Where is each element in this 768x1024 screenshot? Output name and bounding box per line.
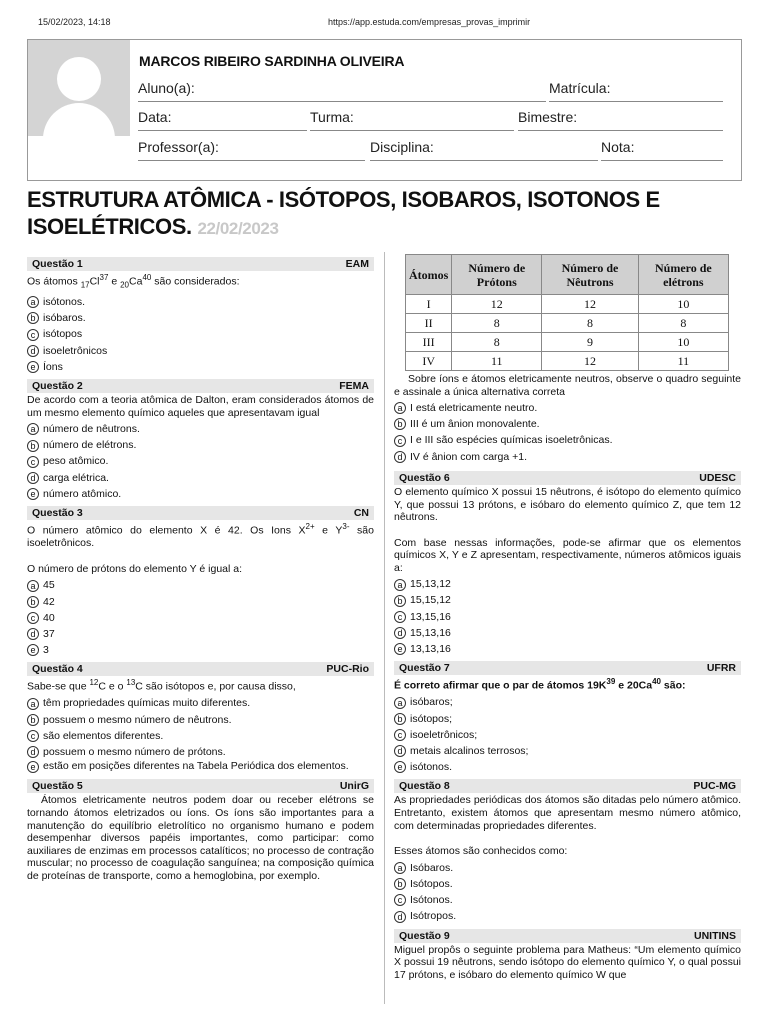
student-info-box [27,39,742,181]
option-d[interactable]: d 15,13,16 [394,625,741,641]
option-e[interactable]: e isótonos. [394,759,741,775]
option-a[interactable]: a 45 [27,578,374,594]
option-e[interactable]: e Íons [27,359,374,375]
question-prompt: Sobre íons e átomos eletricamente neutros, observe o quadro seguinte e assinale a única alternativa correta [394,373,741,398]
question-source: UNITINS [694,929,736,942]
table-row: II 8 8 8 [406,314,729,333]
aluno-field[interactable]: Aluno(a): [138,78,546,102]
question-source: CN [353,507,369,520]
option-b[interactable]: b 42 [27,594,374,610]
question-label: Questão 1 [32,258,83,270]
nota-field[interactable]: Nota: [601,137,723,161]
question-source: FEMA [339,380,369,393]
question-header [27,662,374,676]
option-b[interactable]: b número de elétrons. [27,438,374,454]
options [394,400,741,465]
options [27,294,374,375]
option-c[interactable]: c I e III são espécies químicas isoeletrônicas. [394,433,741,449]
left-column [27,257,374,886]
question-source: UDESC [699,471,736,484]
question-prompt: Esses átomos são conhecidos como: [394,845,568,858]
option-d[interactable]: d carga elétrica. [27,470,374,486]
question-text: Miguel propôs o seguinte problema para Matheus: “Um elemento químico X possui 19 nêutrons, sendo isótopo do elemento químico Y, o qual possui 17 prótons, e isóbaro do elemento químico W que [394,943,741,981]
data-field[interactable]: Data: [138,107,307,131]
option-c[interactable]: c isoeletrônicos; [394,727,741,743]
question-text: Átomos eletricamente neutros podem doar ou receber elétrons se tornando átomos eletrizados ou íons. Os íons são importantes para a manutenção do equilíbrio eletrolítico no organismo humano e podem desempenhar diversos papéis importantes, como participar: como auxiliares de enzimas em processos catalíticos; no processo de contração muscular; no processo de coagulação sanguínea; na composição química de proteínas de transporte, como a hemoglobina, por exemplo. [27,794,374,882]
column-divider [384,252,385,1004]
question-label: Questão 2 [32,380,83,393]
option-b[interactable]: b Isótopos. [394,876,741,892]
question-label: Questão 4 [32,663,83,676]
student-name: MARCOS RIBEIRO SARDINHA OLIVEIRA [139,53,405,69]
option-d[interactable]: d metais alcalinos terrosos; [394,743,741,759]
option-b[interactable]: b 15,15,12 [394,593,741,609]
question-header [27,779,374,793]
question-header [394,779,741,793]
exam-date: 22/02/2023 [197,219,279,238]
options [394,860,741,925]
options [394,577,741,658]
question-text: O elemento químico X possui 15 nêutrons, é isótopo do elemento químico Y, que possui 13 prótons, e isóbaro do elemento químico Z, que tem 12 nêutrons. [394,485,741,524]
question-label: Questão 9 [399,929,450,942]
option-c[interactable]: c peso atômico. [27,454,374,470]
question-header [394,471,741,485]
question-header [27,379,374,393]
question-1 [27,257,374,375]
question-source: EAM [345,258,369,270]
question-label: Questão 8 [399,780,450,793]
right-column [394,257,741,985]
question-label: Questão 3 [32,507,83,520]
option-a[interactable]: a isótonos. [27,294,374,310]
option-c[interactable]: c Isótonos. [394,892,741,908]
bimestre-field[interactable]: Bimestre: [518,107,723,131]
print-url: https://app.estuda.com/empresas_provas_imprimir [328,17,531,27]
option-e[interactable]: e número atômico. [27,486,374,502]
option-a[interactable]: a têm propriedades químicas muito diferentes. [27,696,374,712]
question-3 [27,506,374,658]
option-c[interactable]: c isótopos [27,327,374,343]
table-header: Número de elétrons [638,255,728,295]
options [27,421,374,502]
question-4 [27,662,374,773]
table-row: IV 11 12 11 [406,352,729,371]
question-label: Questão 7 [399,662,450,675]
option-a[interactable]: a Isóbaros. [394,860,741,876]
professor-field[interactable]: Professor(a): [138,137,365,161]
question-text: De acordo com a teoria atômica de Dalton, eram considerados átomos de um mesmo elemento químico aqueles que apresentavam igual [27,394,374,419]
option-a[interactable]: a número de nêutrons. [27,421,374,437]
question-2 [27,379,374,502]
question-8 [394,779,741,924]
option-b[interactable]: b isóbaros. [27,310,374,326]
option-d[interactable]: d 37 [27,626,374,642]
question-text: O número atômico do elemento X é 42. Os Ions $X^{2+}$ e $Y^{3-}$ são isoeletrônicos. [27,522,374,550]
question-text: As propriedades periódicas dos átomos são ditadas pelo número atômico. Entretanto, existem átomos que apresentam mesmo número atômico, com determinadas propriedades diferentes. [394,794,741,832]
table-header: Átomos [406,255,452,295]
question-9 [394,929,741,982]
exam-title-text: ESTRUTURA ATÔMICA - ISÓTOPOS, ISOBAROS, ISOTONOS E ISOELÉTRICOS. [27,187,660,239]
question-header [394,661,741,675]
table-header: Número de Prótons [452,255,542,295]
option-a[interactable]: a I está eletricamente neutro. [394,400,741,416]
question-text: Os átomos $_{17}Cl^{37}$ e $_{20}Ca^{40}$ são considerados: [27,273,240,290]
question-source: UnirG [339,780,369,793]
option-b[interactable]: b isótopos; [394,711,741,727]
table-header: Número de Nêutrons [542,255,639,295]
options [27,578,374,659]
option-b[interactable]: b possuem o mesmo número de nêutrons. [27,712,374,728]
question-header [27,257,374,271]
option-e[interactable]: e estão em posições diferentes na Tabela Periódica dos elementos. [27,760,374,773]
question-5 [27,779,374,882]
exam-title [27,186,742,242]
option-a[interactable]: a 15,13,12 [394,577,741,593]
disciplina-field[interactable]: Disciplina: [370,137,598,161]
question-header [27,506,374,520]
options [27,696,374,774]
question-source: UFRR [706,662,736,675]
question-7 [394,661,741,775]
matricula-field[interactable]: Matrícula: [549,78,723,102]
turma-field[interactable]: Turma: [310,107,514,131]
options [394,695,741,776]
option-d[interactable]: d isoeletrônicos [27,343,374,359]
atoms-table [405,254,729,371]
print-datetime: 15/02/2023, 14:18 [38,17,111,27]
question-header [394,929,741,943]
print-header [0,17,768,31]
option-c[interactable]: c 13,15,16 [394,609,741,625]
question-label: Questão 6 [399,471,450,484]
question-source: PUC-MG [693,780,736,793]
option-d[interactable]: d Isótropos. [394,908,741,924]
question-6 [394,471,741,658]
option-c[interactable]: c são elementos diferentes. [27,728,374,744]
option-e[interactable]: e 3 [27,642,374,658]
avatar [28,40,130,136]
option-b[interactable]: b III é um ânion monovalente. [394,416,741,432]
table-row: III 8 9 10 [406,333,729,352]
option-c[interactable]: c 40 [27,610,374,626]
question-label: Questão 5 [32,780,83,793]
question-prompt: O número de prótons do elemento Y é igual a: [27,562,243,575]
question-text: É correto afirmar que o par de átomos $19K^{39}$ e 20Ca$^{40}$ são: [394,677,686,692]
option-d[interactable]: d possuem o mesmo número de prótons. [27,744,374,760]
question-text: Sabe-se que $^{12}$C e o $^{13}$C são isótopos e, por causa disso, [27,678,296,693]
question-prompt: Com base nessas informações, pode-se afirmar que os elementos químicos X, Y e Z apresentam, respectivamente, números atômicos iguais a: [394,536,741,574]
question-source: PUC-Rio [326,663,369,676]
option-d[interactable]: d IV é ânion com carga +1. [394,449,741,465]
table-row: I 12 12 10 [406,295,729,314]
option-a[interactable]: a isóbaros; [394,695,741,711]
option-e[interactable]: e 13,13,16 [394,641,741,657]
